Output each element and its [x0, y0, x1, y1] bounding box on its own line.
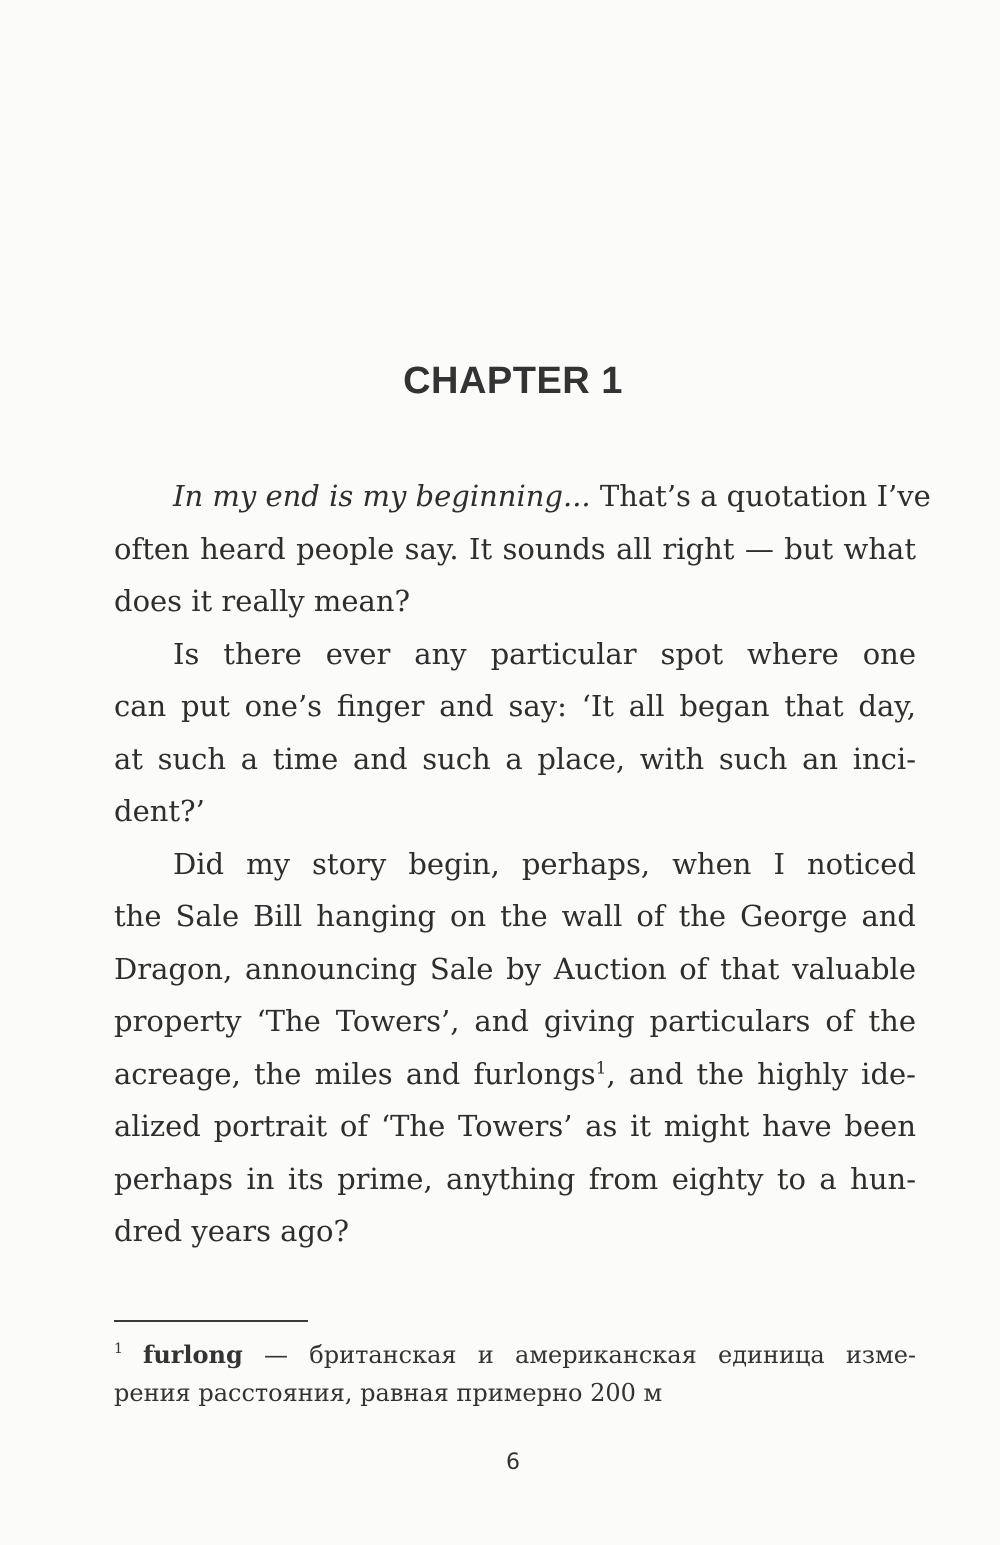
- body-line: alized portrait of ‘The Towers’ as it might have been: [114, 1109, 916, 1143]
- footnote-text: — британская и американская единица изме-: [242, 1341, 916, 1369]
- chapter-title: CHAPTER 1: [403, 360, 623, 402]
- body-line: Did my story begin, perhaps, when I noticed: [173, 846, 916, 881]
- line-text: acreage, the miles and furlongs: [114, 1056, 596, 1091]
- footnote-reference[interactable]: 1: [595, 1057, 607, 1078]
- paragraph-2: [114, 628, 916, 838]
- footnote-line: [114, 1336, 916, 1374]
- body-line: Dragon, announcing Sale by Auction of that valuable: [114, 951, 916, 986]
- italic-quotation: In my end is my beginning...: [173, 479, 591, 513]
- footnote-divider: [114, 1320, 308, 1322]
- page-number: 6: [506, 1450, 520, 1475]
- body-line: does it really mean?: [114, 584, 411, 618]
- body-line: can put one’s finger and say: ‘It all began that day,: [114, 689, 916, 723]
- body-line: [114, 1048, 916, 1101]
- chapter-body: [114, 470, 931, 1258]
- body-line: perhaps in its prime, anything from eighty to a hun-: [114, 1161, 916, 1196]
- body-line: dred years ago?: [114, 1214, 350, 1248]
- body-line: often heard people say. It sounds all right — but what: [114, 531, 916, 566]
- footnote-term: furlong: [143, 1340, 243, 1369]
- footnote: [114, 1336, 916, 1412]
- footnote-line: рения расстояния, равная примерно 200 м: [114, 1379, 663, 1407]
- line-text: That’s a quotation I’ve: [590, 479, 931, 513]
- body-line: the Sale Bill hanging on the wall of the George and: [114, 899, 916, 933]
- line-text: , and the highly ide-: [606, 1056, 916, 1091]
- body-line: property ‘The Towers’, and giving particulars of the: [114, 1004, 916, 1038]
- paragraph-1: [114, 470, 931, 628]
- body-line: Is there ever any particular spot where one: [173, 636, 916, 671]
- body-line: [114, 470, 931, 523]
- footnote-number: 1: [114, 1341, 123, 1357]
- body-line: dent?’: [114, 794, 205, 828]
- body-line: at such a time and such a place, with such an inci-: [114, 741, 916, 776]
- paragraph-3: [114, 838, 916, 1258]
